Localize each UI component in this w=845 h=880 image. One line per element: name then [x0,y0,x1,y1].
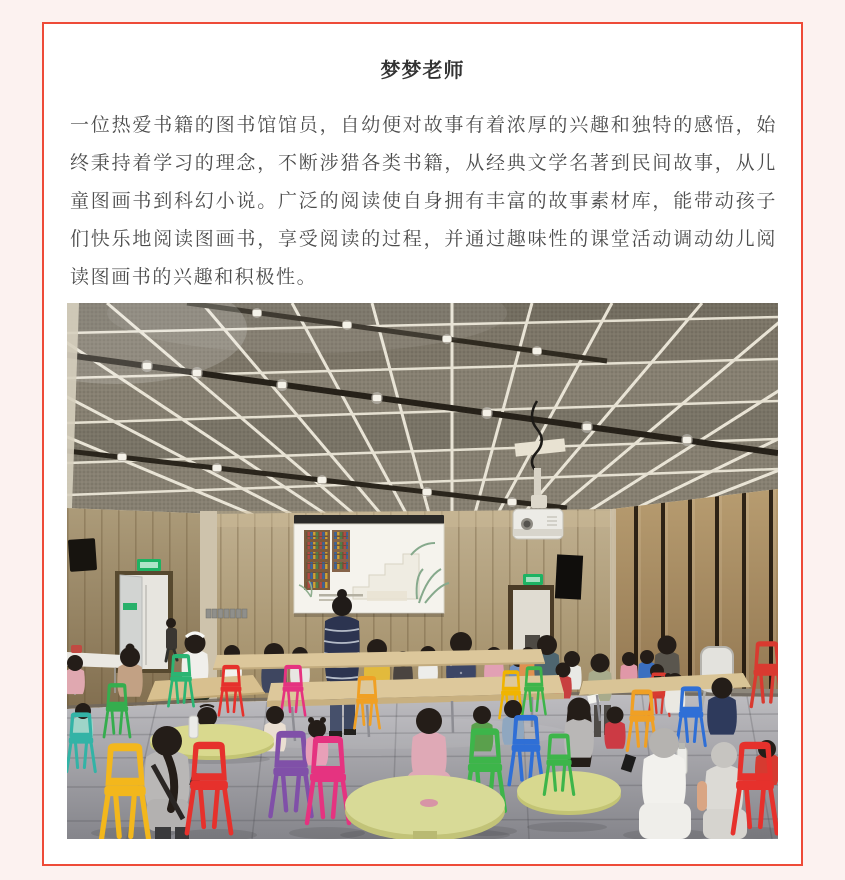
article-card [42,22,803,866]
classroom-photo[interactable] [44,303,801,839]
wall-speaker-left [68,538,97,572]
wall-switch-panels [206,609,247,618]
page-title: 梦梦老师 [380,60,465,82]
wall-speaker-right [555,554,583,599]
exit-sign-left [137,559,161,571]
classroom-photo-illustration [67,303,778,839]
exit-sign-right [523,574,543,585]
article-paragraph: 一位热爱书籍的图书馆馆员，自幼便对故事有着浓厚的兴趣和独特的感悟，始终秉持着学习的理念，不断涉猎各类书籍，从经典文学名著到民间故事，从儿童图画书到科幻小说。广泛的阅读使自身拥有丰富的故事素材库，能带动孩子们快乐地阅读图画书，享受阅读的过程，并通过趣味性的课堂活动调动幼儿阅读图画书的兴趣和积极性。 [70,115,777,288]
round-table-center [345,775,505,839]
projection-screen [294,515,449,617]
